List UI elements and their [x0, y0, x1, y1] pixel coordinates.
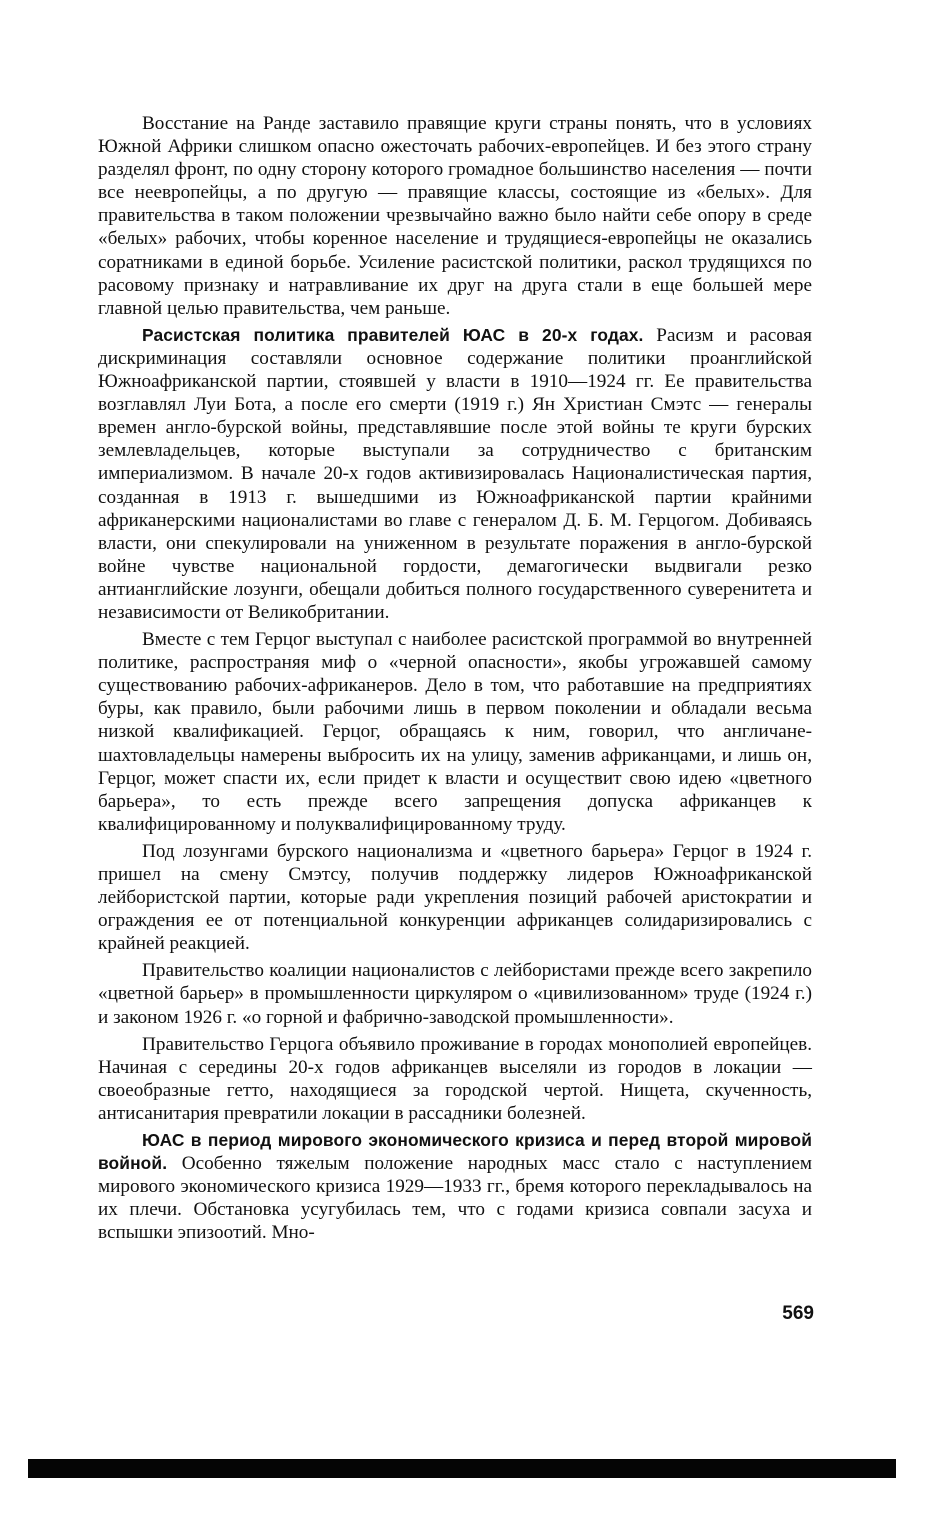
page-number: 569: [782, 1303, 814, 1324]
section-heading: Расистская политика правителей ЮАС в 20-х годах.: [142, 324, 644, 345]
scan-edge-bar: [28, 1459, 896, 1478]
paragraph-text: Особенно тяжелым положение народных масс стало с наступлением мирового экономического кризиса 1929—1933 гг., бремя которого перекладывалось на их плечи. Обстановка усугубилась тем, что с годами кризиса совпали засуха и вспышки эпизоотий. Мно-: [98, 1153, 812, 1244]
paragraph: [98, 324, 812, 624]
paragraph-text: Вместе с тем Герцог выступал с наиболее расистской программой во внутренней политике, распространяя миф о «черной опасности», якобы угрожавшей самому существованию рабочих-африканеров. Дело в том, что работавшие на предприятиях буры, как правило, были рабочими лишь в первом поколении и обладали весьма низкой квалификацией. Герцог, обращаясь к ним, говорил, что англичане-шахтовладельцы намерены выбросить их на улицу, заменив африканцами, и лишь он, Герцог, может спасти их, если придет к власти и осуществит свою идею «цветного барьера», то есть прежде всего запрещения допуска африканцев к квалифицированному и полуквалифицированному труду.: [98, 629, 812, 835]
paragraph: [98, 112, 812, 320]
paragraph: [98, 1033, 812, 1125]
section-heading: ЮАС в период мирового экономического кризиса и перед второй мировой войной.: [98, 1130, 812, 1174]
paragraph-text: Правительство коалиции националистов с лейбористами прежде всего закрепило «цветной барьер» в промышленности циркуляром о «цивилизованном» труде (1924 г.) и законом 1926 г. «о горной и фабрично-заводской промышленности».: [98, 960, 812, 1028]
paragraph-text: Правительство Герцога объявило проживание в городах монополией европейцев. Начиная с середины 20-х годов африканцев выселяли из городов в локации — своеобразные гетто, находящиеся за городской чертой. Нищета, скученность, антисанитария превратили локации в рассадники болезней.: [98, 1033, 812, 1124]
paragraph: [98, 1129, 812, 1244]
paragraph-text: Под лозунгами бурского национализма и «цветного барьера» Герцог в 1924 г. пришел на смену Смэтсу, получив поддержку лидеров Южноафриканской лейбористской партии, которые ради укрепления позиций рабочей аристократии и ограждения ее от потенциальной конкуренции африканцев солидаризировались с крайней реакцией.: [98, 840, 812, 955]
paragraph: [98, 840, 812, 955]
paragraph-text: Расизм и расовая дискриминация составляли основное содержание политики проанглийской Южноафриканской партии, стоявшей у власти в 1910—1924 гг. Ее правительства возглавлял Луи Бота, а после его смерти (1919 г.) Ян Христиан Смэтс — генералы времен англо-бурской войны, представлявшие после этой войны те круги бурских землевладельцев, которые выступали за сотрудничество с британским империализмом. В начале 20-х годов активизировалась Националистическая партия, созданная в 1913 г. вышедшими из Южноафриканской партии крайними африканерскими националистами во главе с генералом Д. Б. М. Герцогом. Добиваясь власти, они спекулировали на униженном в результате поражения в англо-бурской войне чувстве национальной гордости, демагогически выдвигали резко антианглийские лозунги, обещали добиться полного государственного суверенитета и независимости от Великобритании.: [98, 324, 812, 623]
page-body: [98, 112, 812, 1245]
paragraph: [98, 628, 812, 836]
paragraph-text: Восстание на Ранде заставило правящие круги страны понять, что в условиях Южной Африки слишком опасно ожесточать рабочих-европейцев. И без этого страну разделял фронт, по одну сторону которого громадное большинство населения — почти все неевропейцы, а по другую — правящие классы, состоящие из «белых». Для правительства в таком положении чрезвычайно важно было найти себе опору в среде «белых» рабочих, чтобы коренное население и трудящиеся-европейцы не оказались соратниками в единой борьбе. Усиление расистской политики, раскол трудящихся по расовому признаку и натравливание их друг на друга стали в еще большей мере главной целью правительства, чем раньше.: [98, 113, 812, 319]
paragraph: [98, 959, 812, 1028]
